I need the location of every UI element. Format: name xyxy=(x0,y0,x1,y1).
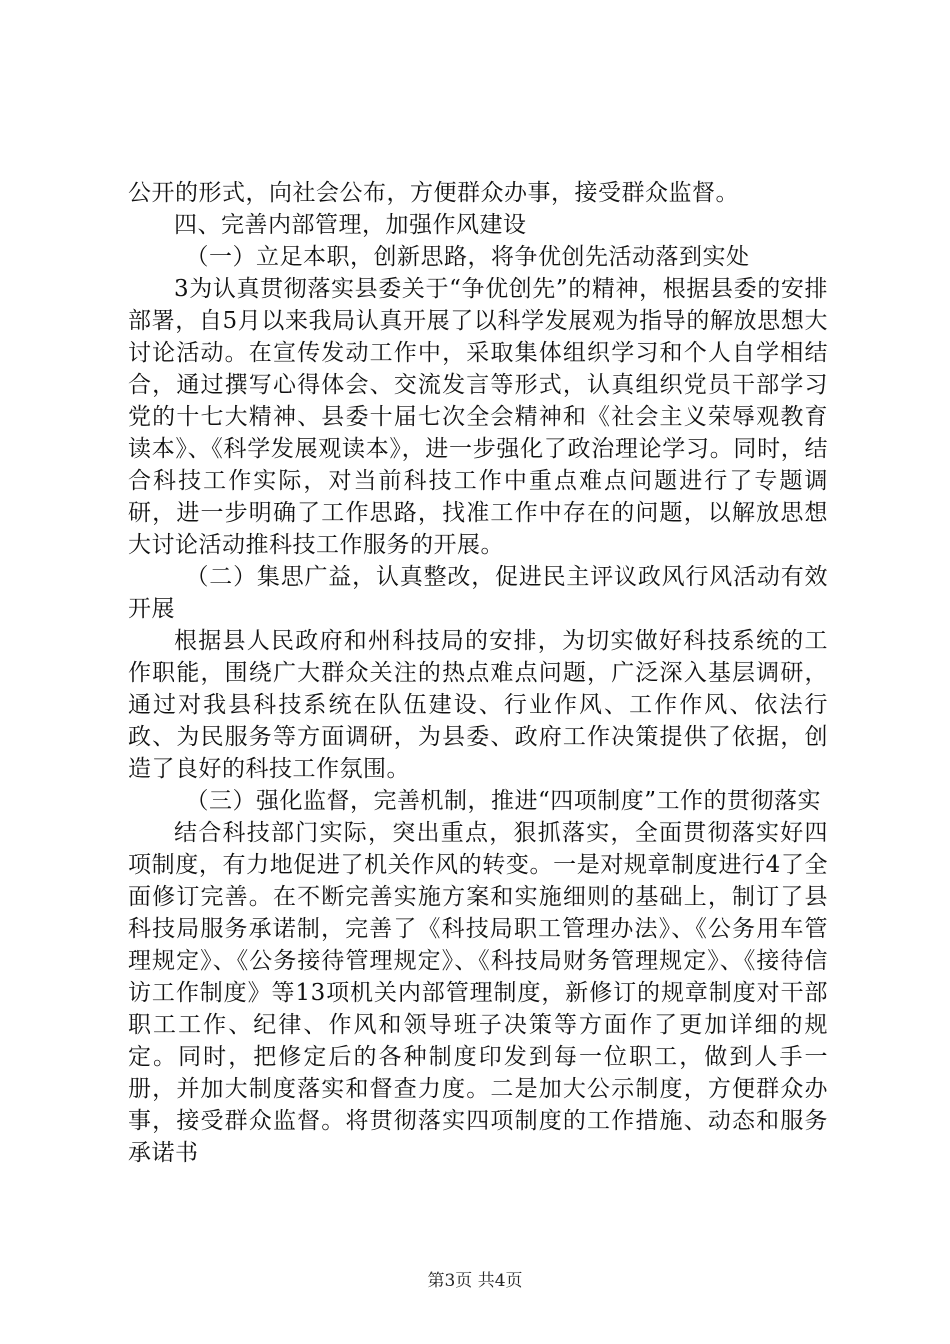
subheading-3: （三）强化监督，完善机制，推进“四项制度”工作的贯彻落实 xyxy=(185,788,822,814)
paragraph-4: 结合科技部门实际，突出重点，狠抓落实，全面贯彻落实好四项制度，有力地促进了机关作风的转变。一是对规章制度进行4了全面修订完善。在不断完善实施方案和实施细则的基础上，制订了县科技局服务承诺制，完善了《科技局职工管理办法》、《公务用车管理规定》、《公务接待管理规定》、《科技局财务管理规定》、《接待信访工作制度》等13项机关内部管理制度，新修订的规章制度对干部职工工作、纪律、作风和领导班子决策等方面作了更加详细的规定。同时，把修定后的各种制度印发到每一位职工，做到人手一册，并加大制度落实和督查力度。二是加大公示制度，方便群众办事，接受群众监督。将贯彻落实四项制度的工作措施、动态和服务承诺书 xyxy=(128,820,828,1166)
paragraph-2: 3为认真贯彻落实县委关于“争优创先”的精神，根据县委的安排部署，自5月以来我局认真开展了以科学发展观为指导的解放思想大讨论活动。在宣传发动工作中，采取集体组织学习和个人自学相结合，通过撰写心得体会、交流发言等形式，认真组织党员干部学习党的十七大精神、县委十届七次全会精神和《社会主义荣辱观教育读本》、《科学发展观读本》，进一步强化了政治理论学习。同时，结合科技工作实际，对当前科技工作中重点难点问题进行了专题调研，进一步明确了工作思路，找准工作中存在的问题，以解放思想大讨论活动推科技工作服务的开展。 xyxy=(128,276,828,558)
page-number-footer: 第3页 共4页 xyxy=(427,1271,523,1291)
subheading-1: （一）立足本职，创新思路，将争优创先活动落到实处 xyxy=(185,244,750,270)
document-body xyxy=(128,177,828,1169)
section-heading-4: 四、完善内部管理，加强作风建设 xyxy=(174,212,527,238)
paragraph-1: 公开的形式，向社会公布，方便群众办事，接受群众监督。 xyxy=(128,180,739,206)
paragraph-3: 根据县人民政府和州科技局的安排，为切实做好科技系统的工作职能，围绕广大群众关注的热点难点问题，广泛深入基层调研，通过对我县科技系统在队伍建设、行业作风、工作作风、依法行政、为民服务等方面调研，为县委、政府工作决策提供了依据，创造了良好的科技工作氛围。 xyxy=(128,628,828,782)
subheading-2: （二）集思广益，认真整改，促进民主评议政风行风活动有效开展 xyxy=(128,564,828,622)
